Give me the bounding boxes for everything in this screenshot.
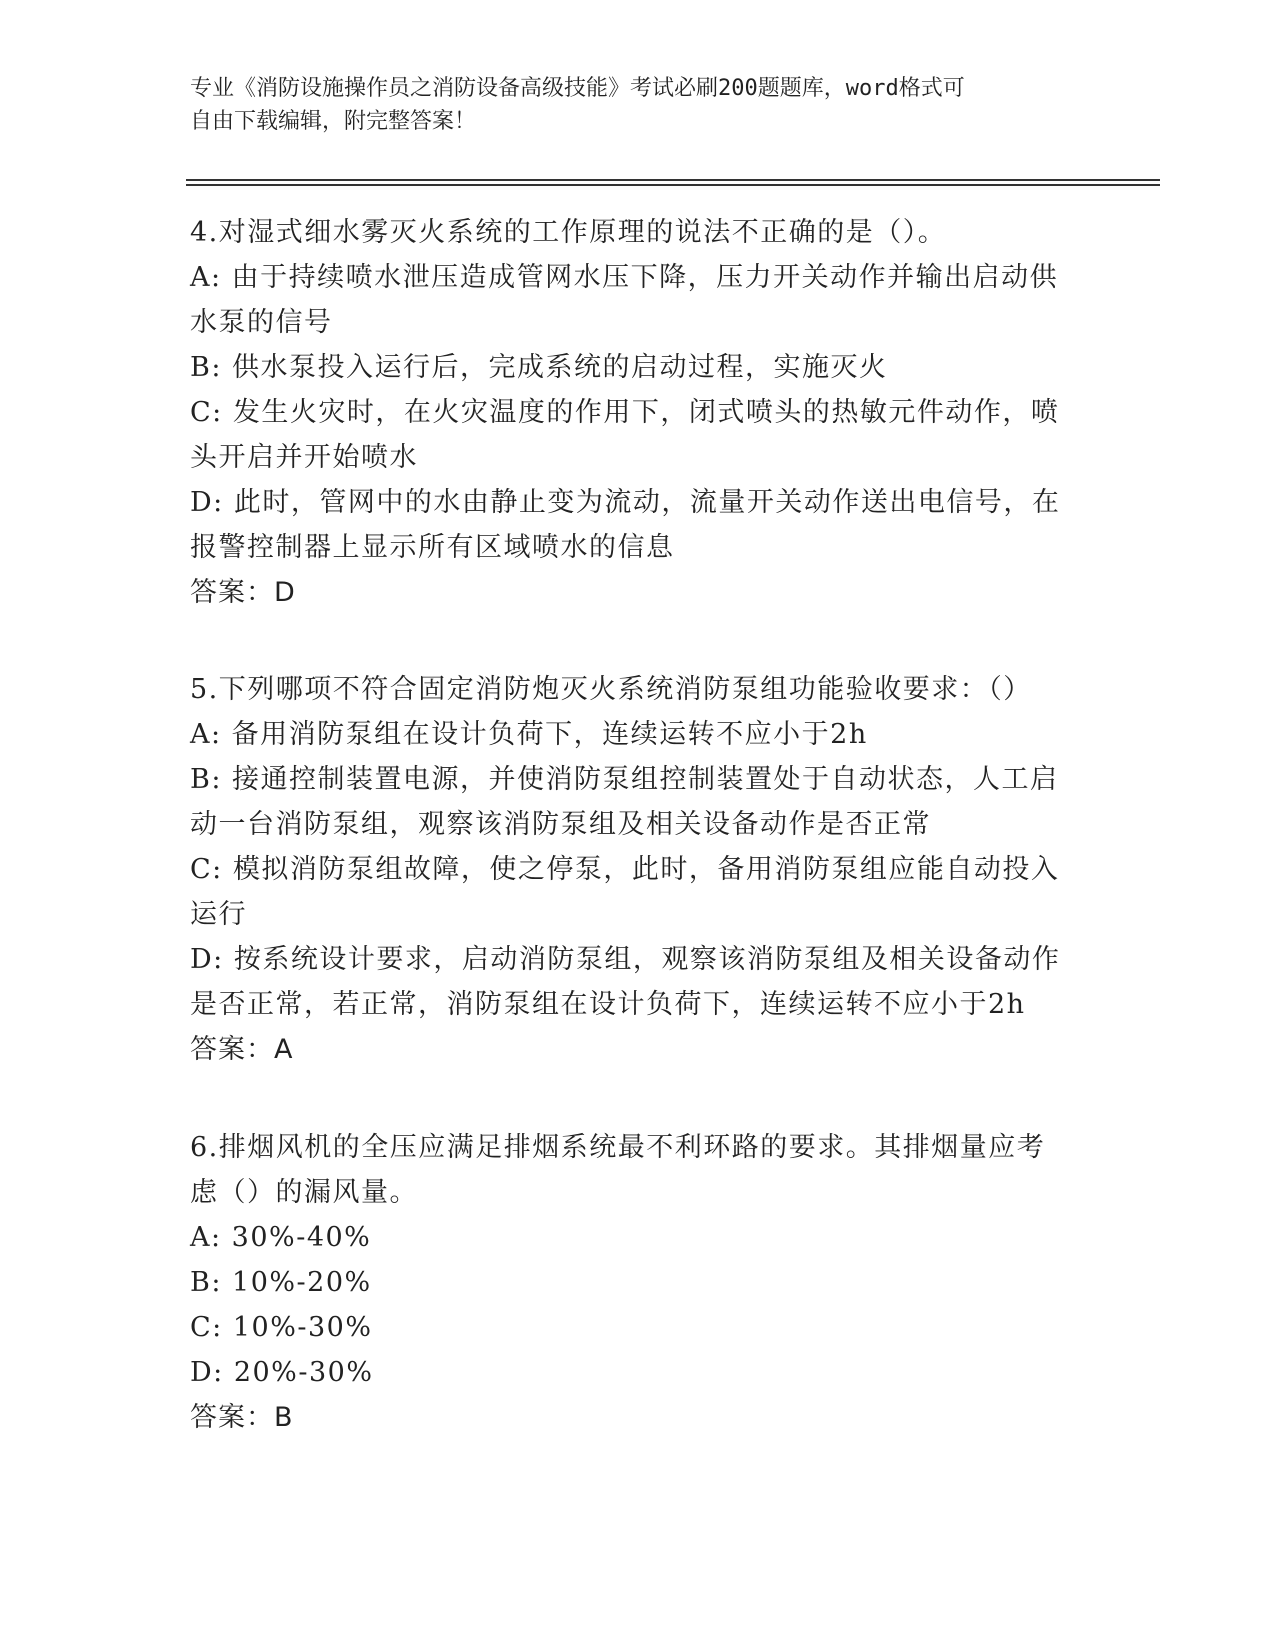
question-stem-continued: 虑（）的漏风量。 — [190, 1177, 418, 1208]
option-b: B: 10%-20% — [190, 1267, 372, 1298]
question-stem: 4.对湿式细水雾灭火系统的工作原理的说法不正确的是（）。 — [190, 217, 947, 248]
header-divider-bottom — [186, 184, 1160, 186]
option-c-continued: 头开启并开始喷水 — [190, 442, 418, 473]
option-a: A: 30%-40% — [190, 1222, 372, 1253]
question-stem: 6.排烟风机的全压应满足排烟系统最不利环路的要求。其排烟量应考 — [190, 1132, 1046, 1163]
option-d: D: 此时，管网中的水由静止变为流动，流量开关动作送出电信号，在 — [190, 487, 1061, 518]
option-c: C: 10%-30% — [190, 1312, 373, 1343]
option-c: C: 模拟消防泵组故障，使之停泵，此时，备用消防泵组应能自动投入 — [190, 854, 1060, 885]
option-a: A: 由于持续喷水泄压造成管网水压下降，压力开关动作并输出启动供 — [190, 262, 1059, 293]
option-b-continued: 动一台消防泵组，观察该消防泵组及相关设备动作是否正常 — [190, 809, 931, 840]
option-d-continued: 报警控制器上显示所有区域喷水的信息 — [190, 532, 675, 563]
header-line-2: 自由下载编辑，附完整答案！ — [190, 109, 477, 134]
question-4 — [190, 210, 1090, 615]
answer-label: 答案：A — [190, 1034, 294, 1065]
answer-label: 答案：B — [190, 1402, 294, 1433]
option-c-continued: 运行 — [190, 899, 247, 930]
header-line-1: 专业《消防设施操作员之消防设备高级技能》考试必刷200题题库，word格式可 — [190, 76, 965, 101]
option-d: D: 20%-30% — [190, 1357, 374, 1388]
question-6 — [190, 1125, 1090, 1440]
option-a: A: 备用消防泵组在设计负荷下，连续运转不应小于2h — [190, 719, 868, 750]
option-d-continued: 是否正常，若正常，消防泵组在设计负荷下，连续运转不应小于2h — [190, 989, 1026, 1020]
document-header — [190, 72, 1090, 138]
option-a-continued: 水泵的信号 — [190, 307, 333, 338]
header-divider-top — [186, 179, 1160, 181]
question-5 — [190, 667, 1090, 1072]
option-b: B: 供水泵投入运行后，完成系统的启动过程，实施灭火 — [190, 352, 888, 383]
option-c: C: 发生火灾时，在火灾温度的作用下，闭式喷头的热敏元件动作，喷 — [190, 397, 1060, 428]
option-d: D: 按系统设计要求，启动消防泵组，观察该消防泵组及相关设备动作 — [190, 944, 1061, 975]
option-b: B: 接通控制装置电源，并使消防泵组控制装置处于自动状态，人工启 — [190, 764, 1059, 795]
answer-label: 答案：D — [190, 577, 296, 608]
question-stem: 5.下列哪项不符合固定消防炮灭火系统消防泵组功能验收要求：（） — [190, 674, 1032, 705]
